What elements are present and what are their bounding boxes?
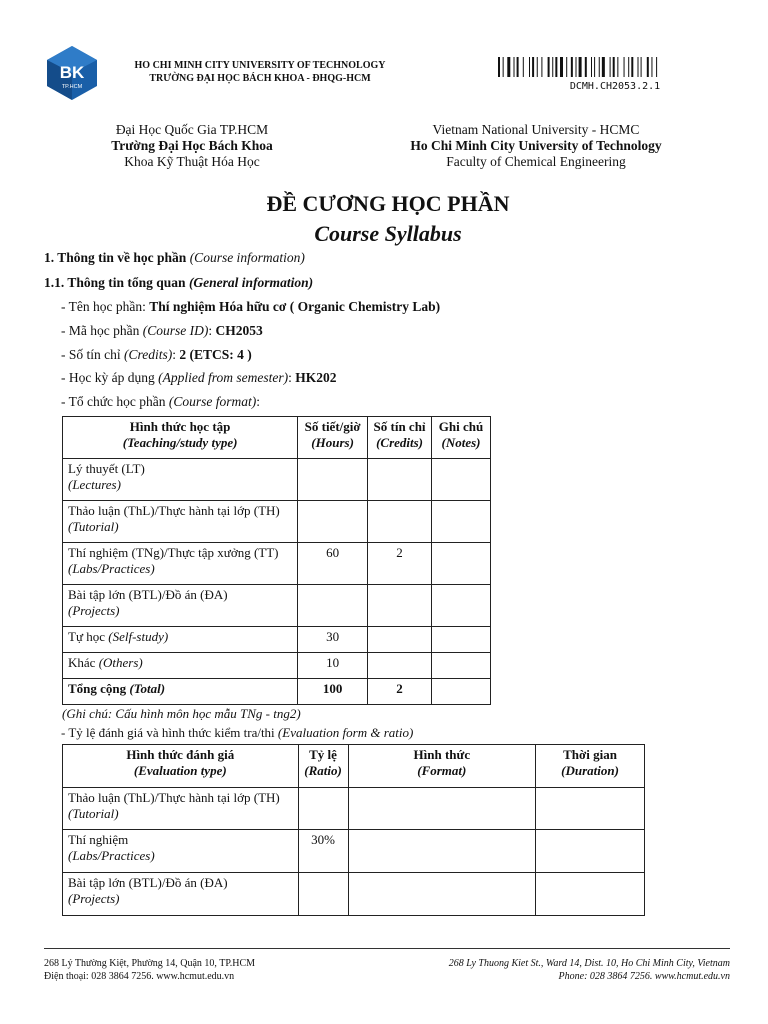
document-code: DCMH.CH2053.2.1	[569, 81, 661, 92]
evaluation-table	[62, 744, 645, 916]
table-row: Bài tập lớn (BTL)/Đồ án (ĐA) (Projects)	[63, 873, 645, 916]
footer-left	[44, 957, 255, 983]
logo-sub: TP.HCM	[61, 84, 83, 90]
org-vi-line3: Khoa Kỹ Thuật Hóa Học	[124, 154, 260, 169]
course-id-line: - Mã học phần (Course ID): CH2053	[61, 323, 263, 338]
footer-divider	[44, 948, 730, 949]
org-block-en	[396, 122, 676, 170]
format-line: - Tổ chức học phần (Course format):	[61, 394, 261, 409]
org-block-vi	[52, 122, 332, 170]
bk-logo	[44, 45, 100, 101]
header-duration: Thời gian (Duration)	[536, 745, 645, 788]
table-row: Thí nghiệm (TNg)/Thực tập xưởng (TT) (Labs/Practices) 60 2	[63, 543, 491, 585]
org-vi-line2: Trường Đại Học Bách Khoa	[111, 138, 273, 153]
credits-value: 2 (ETCS: 4 )	[179, 347, 252, 362]
university-name-en: HO CHI MINH CITY UNIVERSITY OF TECHNOLOGY	[134, 60, 386, 71]
course-name: Thí nghiệm Hóa hữu cơ ( Organic Chemistry Lab)	[149, 299, 441, 314]
org-vi-line1: Đại Học Quốc Gia TP.HCM	[115, 122, 269, 137]
table-header-row	[63, 745, 645, 788]
table-row: Thảo luận (ThL)/Thực hành tại lớp (TH) (Tutorial)	[63, 501, 491, 543]
header-credits: Số tín chỉ (Credits)	[368, 417, 432, 459]
evaluation-label: - Tỷ lệ đánh giá và hình thức kiểm tra/thi (Evaluation form & ratio)	[61, 725, 414, 740]
org-en-line1: Vietnam National University - HCMC	[432, 122, 640, 137]
course-name-line: - Tên học phần: Thí nghiệm Hóa hữu cơ ( Organic Chemistry Lab)	[61, 299, 441, 314]
header-notes: Ghi chú (Notes)	[432, 417, 491, 459]
course-id: CH2053	[215, 323, 263, 338]
section-heading: 1. Thông tin về học phần (Course information)	[44, 250, 305, 265]
university-name-vi: TRƯỜNG ĐẠI HỌC BÁCH KHOA - ĐHQG-HCM	[149, 73, 371, 84]
subsection-heading: 1.1. Thông tin tổng quan (General information)	[44, 275, 314, 290]
header-evaluation-type: Hình thức đánh giá (Evaluation type)	[63, 745, 299, 788]
header-format: Hình thức (Format)	[348, 745, 536, 788]
header-hours: Số tiết/giờ (Hours)	[298, 417, 368, 459]
semester-value: HK202	[295, 370, 337, 385]
table-header-row	[63, 417, 491, 459]
org-en-line2: Ho Chi Minh City University of Technology	[410, 138, 662, 153]
footer-address-vi: 268 Lý Thường Kiệt, Phường 14, Quận 10, TP.HCM	[44, 958, 256, 969]
table-row: Tự học (Self-study) 30	[63, 627, 491, 653]
footer-right	[449, 957, 730, 983]
barcode-graphic	[498, 57, 728, 77]
document-title: ĐỀ CƯƠNG HỌC PHẦN	[266, 191, 510, 216]
credits-line: - Số tín chỉ (Credits): 2 (ETCS: 4 )	[61, 347, 252, 362]
header-ratio: Tỷ lệ (Ratio)	[298, 745, 348, 788]
semester-line: - Học kỳ áp dụng (Applied from semester): HK202	[61, 370, 337, 385]
footer-address-en: 268 Ly Thuong Kiet St., Ward 14, Dist. 10, Ho Chi Minh City, Vietnam	[448, 958, 730, 969]
header-study-type: Hình thức học tập (Teaching/study type)	[63, 417, 298, 459]
document-subtitle: Course Syllabus	[314, 221, 462, 246]
org-en-line3: Faculty of Chemical Engineering	[446, 154, 626, 169]
table-total-row: Tổng cộng (Total) 100 2	[63, 679, 491, 705]
study-type-table	[62, 416, 491, 705]
table-row: Lý thuyết (LT) (Lectures)	[63, 459, 491, 501]
table-row: Thảo luận (ThL)/Thực hành tại lớp (TH) (Tutorial)	[63, 788, 645, 830]
study-table-note: (Ghi chú: Cấu hình môn học mẫu TNg - tng2)	[62, 706, 301, 721]
footer-phone-en: Phone: 028 3864 7256. www.hcmut.edu.vn	[558, 971, 730, 982]
footer-phone-vi: Điện thoại: 028 3864 7256. www.hcmut.edu.vn	[44, 971, 235, 982]
logo-text: BK	[59, 63, 85, 82]
table-row: Khác (Others) 10	[63, 653, 491, 679]
table-row: Bài tập lớn (BTL)/Đồ án (ĐA) (Projects)	[63, 585, 491, 627]
table-row: Thí nghiệm (Labs/Practices) 30%	[63, 830, 645, 873]
